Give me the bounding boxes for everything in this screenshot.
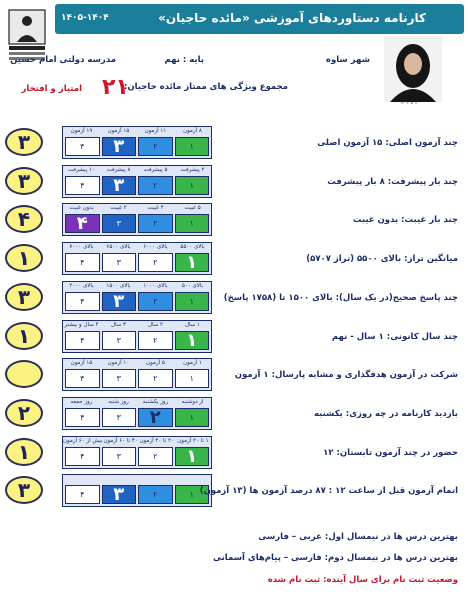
row-level-grid	[62, 397, 212, 430]
level-label: بالای ۶۵۰۰	[106, 244, 131, 250]
level-label	[63, 475, 100, 484]
level-label: بدون غیبت	[69, 205, 94, 211]
level-box: ۱	[175, 137, 210, 156]
row-score-badge: ۱	[5, 438, 43, 466]
row-level-grid	[62, 281, 212, 314]
level-label: بالای ۱۵۰۰	[106, 283, 131, 289]
row-level-grid	[62, 126, 212, 159]
level-labels	[63, 204, 211, 213]
level-box: ۲	[138, 485, 173, 504]
row-level-grid	[62, 320, 212, 353]
level-label: ۳ سال	[111, 322, 126, 328]
row-score-badge: ۴	[5, 205, 43, 233]
row-description: اتمام آزمون قبل از ساعت ۱۲ : ۸۷ درصد آزمون ها (۱۳ آزمون)	[199, 486, 458, 496]
level-boxes	[65, 447, 209, 466]
level-box: ۳	[102, 408, 137, 427]
level-box: ۲	[138, 292, 173, 311]
level-box: ۲	[138, 447, 173, 466]
level-label: ۵ پیشرفت	[143, 167, 168, 173]
grade-label: پایه : نهم	[164, 55, 204, 65]
level-box: ۲	[138, 331, 173, 350]
level-box: ۱	[175, 253, 210, 272]
level-box: ۱	[175, 408, 210, 427]
total-score: ۲۱	[102, 75, 129, 100]
level-box: ۱	[175, 292, 210, 311]
row-description: چند پاسخ صحیح(در یک سال): بالای ۱۵۰۰ تا (۱۷۵۸ پاسخ)	[223, 293, 458, 303]
level-box: ۴	[65, 331, 100, 350]
level-labels	[63, 398, 211, 407]
level-label: ۴ سال و بیشتر	[64, 322, 99, 328]
level-box: ۲	[138, 176, 173, 195]
features-label: مجموع ویژگی های ممتاز مائده حاجیان:	[123, 82, 288, 92]
level-labels	[63, 475, 211, 484]
level-box: ۳	[102, 176, 137, 195]
page-title: کارنامه دستاوردهای آموزشی «مائده حاجیان»	[158, 11, 426, 25]
level-box: ۳	[102, 214, 137, 233]
row-score-badge: ۳	[5, 476, 43, 504]
level-box: ۳	[102, 253, 137, 272]
brand-logo	[3, 4, 51, 62]
level-label: ۲ سال	[148, 322, 163, 328]
level-label: ۱۵ آزمون	[70, 360, 93, 366]
level-box: ۴	[65, 214, 100, 233]
level-labels	[63, 437, 211, 446]
row-level-grid	[62, 436, 212, 469]
level-label: بالای ۱۰۰۰	[143, 283, 168, 289]
level-labels	[63, 359, 211, 368]
level-label: از دوشنبه	[181, 399, 204, 405]
level-label: ۴ غیبت	[147, 205, 164, 211]
level-boxes	[65, 176, 209, 195]
level-box: ۱	[175, 214, 210, 233]
level-box: ۴	[65, 485, 100, 504]
level-box: ۱	[175, 176, 210, 195]
row-score-badge: ۲	[5, 399, 43, 427]
level-box: ۴	[65, 176, 100, 195]
academic-year: ۱۴۰۵-۱۴۰۴	[61, 13, 109, 23]
level-box: ۱	[175, 331, 210, 350]
level-box: ۴	[65, 369, 100, 388]
level-box: ۲	[138, 369, 173, 388]
row-description: میانگین تراز: بالای ۵۵۰۰ (تراز ۵۷۰۷)	[306, 254, 458, 264]
row-description: حضور در چند آزمون تابستان: ۱۲	[323, 448, 458, 458]
row-description: چند بار پیشرفت: ۸ بار پیشرفت	[327, 177, 458, 187]
level-label: ۸ پیشرفت	[106, 167, 131, 173]
level-label: ۱۱ آزمون	[144, 128, 167, 134]
student-photo	[384, 36, 442, 102]
level-label	[174, 475, 211, 484]
level-labels	[63, 243, 211, 252]
level-label: ۱ آزمون	[183, 360, 202, 366]
city-label: شهر ساوه	[325, 55, 370, 65]
level-label: روز یکشنبه	[142, 399, 169, 405]
level-box: ۳	[102, 331, 137, 350]
level-box: ۱	[175, 447, 210, 466]
level-label: بیش از ۶۰ آزمون	[63, 438, 103, 444]
row-score-badge: ۱	[5, 322, 43, 350]
header-bar	[55, 4, 464, 34]
level-box: ۳	[102, 369, 137, 388]
registration-status: وضعیت ثبت نام برای سال آینده: ثبت نام شده	[267, 575, 458, 585]
row-description: چند آزمون اصلی: ۱۵ آزمون اصلی	[317, 138, 458, 148]
level-box: ۲	[138, 408, 173, 427]
level-label	[137, 475, 174, 484]
level-label: ۱۰ آزمون	[107, 360, 130, 366]
level-box: ۴	[65, 253, 100, 272]
row-score-badge: ۳	[5, 283, 43, 311]
level-labels	[63, 282, 211, 291]
level-box: ۲	[138, 253, 173, 272]
level-label: بالای ۵۵۰۰	[180, 244, 205, 250]
row-score-badge	[5, 360, 43, 388]
level-boxes	[65, 485, 209, 504]
level-label: روز جمعه	[70, 399, 93, 405]
level-box: ۲	[138, 214, 173, 233]
level-labels	[63, 127, 211, 136]
row-level-grid	[62, 203, 212, 236]
level-boxes	[65, 253, 209, 272]
row-description: بازدید کارنامه در چه روزی: یکشنبه	[313, 409, 458, 419]
level-box: ۴	[65, 292, 100, 311]
best-subjects-second-half: بهترین درس ها در نیمسال دوم: فارسی – پیام‌های آسمانی	[213, 553, 458, 563]
row-score-badge: ۳	[5, 128, 43, 156]
row-description: چند بار غیبت: بدون غیبت	[352, 215, 458, 225]
level-label	[100, 475, 137, 484]
row-score-badge: ۱	[5, 244, 43, 272]
level-label: ۲ غیبت	[110, 205, 127, 211]
level-label: بالای ۷۰۰۰	[69, 244, 94, 250]
row-level-grid	[62, 358, 212, 391]
level-label: ۵ غیبت	[184, 205, 201, 211]
level-label: ۵ آزمون	[146, 360, 165, 366]
level-boxes	[65, 214, 209, 233]
level-box: ۱	[175, 485, 210, 504]
level-labels	[63, 321, 211, 330]
level-label: ۴۰ تا ۶۰ آزمون	[103, 438, 138, 444]
level-boxes	[65, 292, 209, 311]
row-description: شرکت در آزمون هدفگذاری و مشابه پارسال: ۱ آزمون	[234, 370, 458, 380]
school-label: مدرسه دولتی امام حسین	[10, 55, 116, 65]
level-label: ۲۰ تا ۴۰ آزمون	[139, 438, 174, 444]
level-box: ۴	[65, 137, 100, 156]
level-box: ۳	[102, 485, 137, 504]
level-label: بالای ۲۰۰۰	[69, 283, 94, 289]
row-level-grid	[62, 474, 212, 507]
level-label: ۱۵ آزمون	[107, 128, 130, 134]
level-label: ۲ پیشرفت	[180, 167, 205, 173]
level-boxes	[65, 331, 209, 350]
level-box: ۲	[138, 137, 173, 156]
level-label: ۱ سال	[185, 322, 200, 328]
level-label: بالای ۶۰۰۰	[143, 244, 168, 250]
level-label: ۱ تا ۲۰ آزمون	[177, 438, 209, 444]
total-score-label: امتیاز و افتخار	[21, 84, 82, 94]
photo-caption: ۱۴۰۴۰۵۰۸	[400, 100, 418, 105]
level-label: روز شنبه	[108, 399, 129, 405]
row-description: چند سال کانونی: ۱ سال - نهم	[331, 332, 458, 342]
level-box: ۱	[175, 369, 210, 388]
level-box: ۳	[102, 292, 137, 311]
row-score-badge: ۳	[5, 167, 43, 195]
level-box: ۳	[102, 137, 137, 156]
row-level-grid	[62, 242, 212, 275]
level-label: ۸ آزمون	[183, 128, 202, 134]
best-subjects-first-half: بهترین درس ها در نیمسال اول: عربی – فارسی	[258, 532, 458, 542]
level-boxes	[65, 369, 209, 388]
level-label: بالای ۵۰۰	[181, 283, 204, 289]
level-box: ۴	[65, 447, 100, 466]
level-labels	[63, 166, 211, 175]
level-box: ۴	[65, 408, 100, 427]
level-label: ۱۹ آزمون	[70, 128, 93, 134]
level-boxes	[65, 137, 209, 156]
level-label: ۱۰ پیشرفت	[68, 167, 95, 173]
level-box: ۳	[102, 447, 137, 466]
level-boxes	[65, 408, 209, 427]
row-level-grid	[62, 165, 212, 198]
